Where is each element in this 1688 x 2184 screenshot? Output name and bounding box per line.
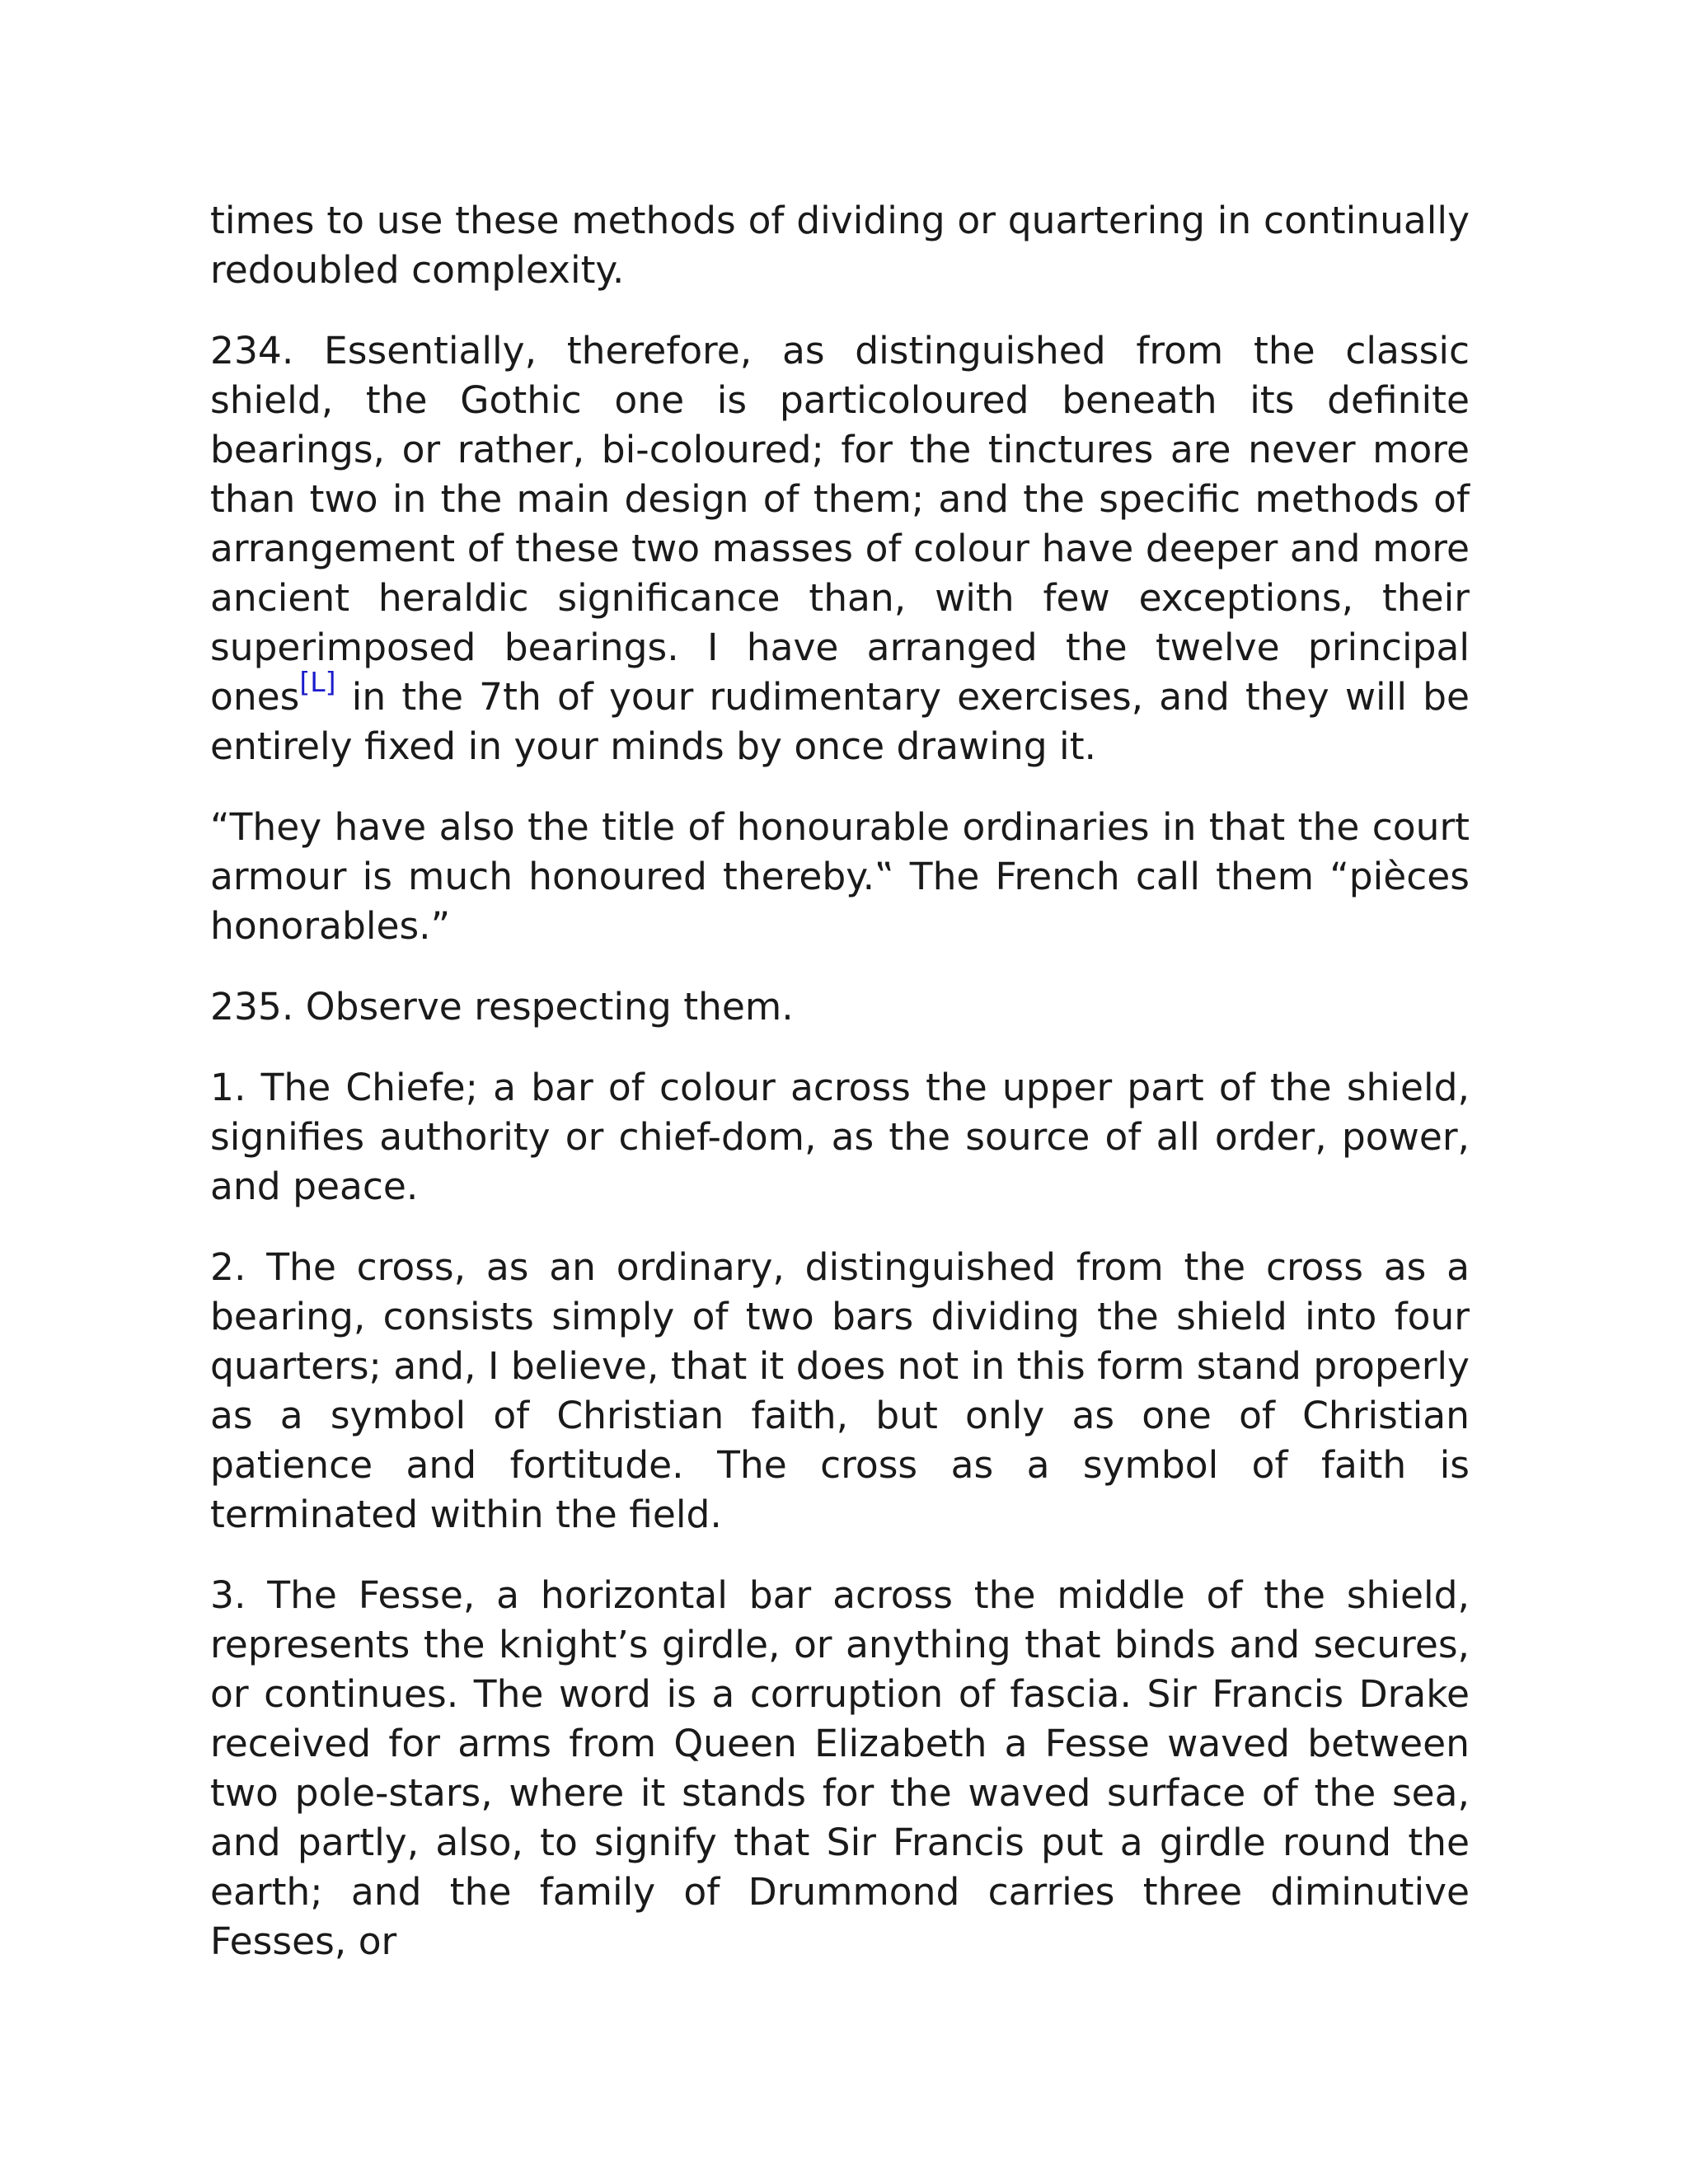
paragraph-234	[210, 326, 1470, 771]
paragraph-234-text-end: in the 7th of your rudimentary exercises, and they will be entirely fixed in your minds by once drawing it.	[210, 675, 1470, 768]
document-page	[210, 196, 1470, 1998]
paragraph-item-3-fesse: 3. The Fesse, a horizontal bar across the middle of the shield, represents the knight’s girdle, or anything that binds and secures, or continues. The word is a corruption of fascia. Sir Francis Drake received for arms from Queen Elizabeth a Fesse waved between two pole-stars, where it stands for the waved surface of the sea, and partly, also, to signify that Sir Francis put a girdle round the earth; and the family of Drummond carries three diminutive Fesses, or	[210, 1573, 1470, 1963]
paragraph-item-1-chiefe: 1. The Chiefe; a bar of colour across the upper part of the shield, signifies authority or chief-dom, as the source of all order, power, and peace.	[210, 1066, 1470, 1208]
paragraph-234-text-start: 234. Essentially, therefore, as distinguished from the classic shield, the Gothic one is particoloured beneath its definite bearings, or rather, bi-coloured; for the tinctures are never more than two in the main design of them; and the specific methods of arrangement of these two masses of colour have deeper and more ancient heraldic significance than, with few exceptions, their superimposed bearings. I have arranged the twelve principal ones	[210, 329, 1470, 719]
footnote-link-l[interactable]: [L]	[299, 666, 336, 698]
paragraph-quote: “They have also the title of honourable ordinaries in that the court armour is much honoured thereby.‟ The French call them “pièces honorables.”	[210, 805, 1470, 948]
paragraph-continuation: times to use these methods of dividing or quartering in continually redoubled complexity.	[210, 199, 1470, 292]
paragraph-235: 235. Observe respecting them.	[210, 985, 794, 1029]
paragraph-item-2-cross: 2. The cross, as an ordinary, distinguished from the cross as a bearing, consists simply of two bars dividing the shield into four quarters; and, I believe, that it does not in this form stand properly as a symbol of Christian faith, but only as one of Christian patience and fortitude. The cross as a symbol of faith is terminated within the field.	[210, 1245, 1470, 1536]
